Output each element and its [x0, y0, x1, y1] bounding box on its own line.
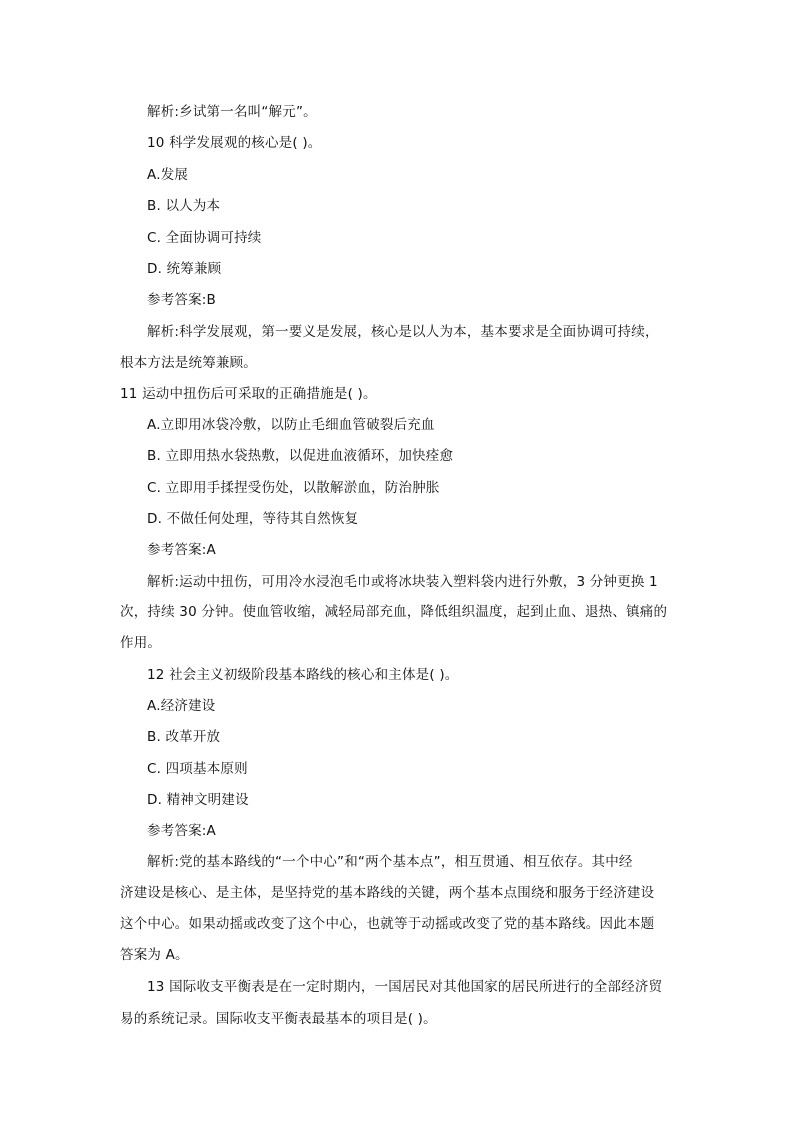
option-d: D. 统筹兼顾 — [147, 261, 222, 277]
analysis-text: 答案为 A。 — [120, 947, 189, 963]
analysis-text: 这个中心。如果动摇或改变了这个中心，也就等于动摇或改变了党的基本路线。因此本题 — [120, 916, 655, 932]
option-a: A.发展 — [147, 167, 189, 183]
analysis-text: 解析:党的基本路线的“一个中心”和“两个基本点”，相互贯通、相互依存。其中经 — [147, 854, 633, 870]
option-c: C. 全面协调可持续 — [147, 230, 262, 246]
question-13: 13 国际收支平衡表是在一定时期内，一国居民对其他国家的居民所进行的全部经济贸 — [147, 979, 663, 995]
analysis-text: 解析:科学发展观，第一要义是发展，核心是以人为本，基本要求是全面协调可持续， — [147, 324, 659, 340]
option-b: B. 立即用热水袋热敷，以促进血液循环，加快痊愈 — [147, 448, 454, 464]
option-d: D. 精神文明建设 — [147, 792, 249, 808]
analysis-text: 作用。 — [120, 635, 162, 651]
question-12: 12 社会主义初级阶段基本路线的核心和主体是( )。 — [147, 667, 459, 683]
option-a: A.经济建设 — [147, 698, 216, 714]
option-b: B. 改革开放 — [147, 729, 221, 745]
question-11: 11 运动中扭伤后可采取的正确措施是( )。 — [120, 386, 377, 402]
option-c: C. 四项基本原则 — [147, 761, 248, 777]
question-13-continued: 易的系统记录。国际收支平衡表最基本的项目是( )。 — [120, 1011, 437, 1027]
analysis-text: 济建设是核心、是主体，是坚持党的基本路线的关键，两个基本点围绕和服务于经济建设 — [120, 885, 655, 901]
reference-answer: 参考答案:B — [147, 292, 217, 308]
reference-answer: 参考答案:A — [147, 823, 216, 839]
option-b: B. 以人为本 — [147, 198, 221, 214]
question-10: 10 科学发展观的核心是( )。 — [147, 135, 322, 151]
analysis-text: 次，持续 30 分钟。使血管收缩，减轻局部充血，降低组织温度，起到止血、退热、镇痛的 — [120, 604, 668, 620]
analysis-text: 解析:乡试第一名叫“解元”。 — [147, 104, 317, 120]
analysis-text: 解析:运动中扭伤，可用冷水浸泡毛巾或将冰块装入塑料袋内进行外敷，3 分钟更换 1 — [147, 574, 658, 590]
option-d: D. 不做任何处理，等待其自然恢复 — [147, 511, 359, 527]
option-c: C. 立即用手揉捏受伤处，以散解淤血，防治肿胀 — [147, 480, 440, 496]
analysis-text: 根本方法是统筹兼顾。 — [120, 355, 257, 371]
option-a: A.立即用冰袋冷敷，以防止毛细血管破裂后充血 — [147, 417, 435, 433]
reference-answer: 参考答案:A — [147, 542, 216, 558]
